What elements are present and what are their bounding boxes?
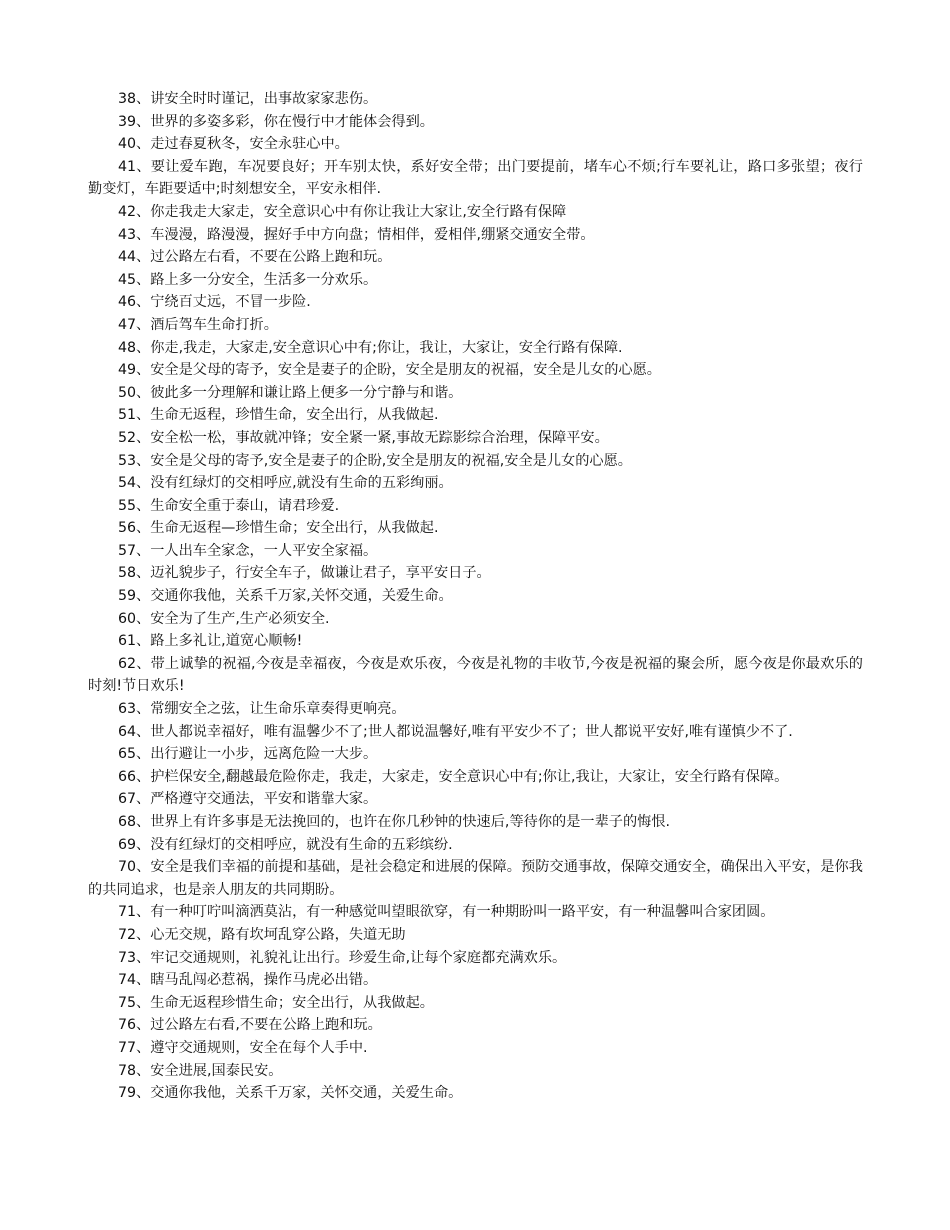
list-item: 65、出行避让一小步，远离危险一大步。 [118,746,378,763]
list-item: 63、常绷安全之弦，让生命乐章奏得更响亮。 [118,701,406,718]
list-item: 69、没有红绿灯的交相呼应，就没有生命的五彩缤纷. [118,836,453,853]
list-item: 41、要让爱车跑，车况要良好；开车别太快，系好安全带；出门要提前，堵车心不烦;行车要礼让，路口多张望；夜行勤变灯，车距要适中;时刻想安全，平安永相伴. [88,158,863,198]
list-item: 74、瞎马乱闯必惹祸，操作马虎必出错。 [118,972,378,989]
list-item: 71、有一种叮咛叫滴洒莫沾，有一种感觉叫望眼欲穿，有一种期盼叫一路平安，有一种温馨叫合家团圆。 [118,904,775,921]
list-item: 60、安全为了生产,生产必须安全. [118,610,330,627]
list-item: 77、遵守交通规则，安全在每个人手中. [118,1039,368,1056]
list-item: 47、酒后驾车生命打折。 [118,316,278,333]
list-item: 54、没有红绿灯的交相呼应,就没有生命的五彩绚丽。 [118,475,453,492]
list-item: 52、安全松一松，事故就冲锋；安全紧一紧,事故无踪影综合治理，保障平安。 [118,429,609,446]
list-item: 55、生命安全重于泰山，请君珍爱. [118,497,340,514]
list-item: 61、路上多礼让,道宽心顺畅! [118,633,303,650]
list-item: 44、过公路左右看，不要在公路上跑和玩。 [118,249,392,266]
list-item: 51、生命无返程，珍惜生命，安全出行，从我做起. [118,407,439,424]
list-item: 45、路上多一分安全，生活多一分欢乐。 [118,271,378,288]
list-item: 75、生命无返程珍惜生命；安全出行，从我做起。 [118,994,434,1011]
list-item: 64、世人都说幸福好，唯有温馨少不了;世人都说温馨好,唯有平安少不了；世人都说平安好,唯有谨慎少不了. [118,723,793,740]
list-item: 59、交通你我他，关系千万家,关怀交通，关爱生命。 [118,588,453,605]
slogan-list [88,88,863,1105]
list-item: 68、世界上有许多事是无法挽回的，也许在你几秒钟的快速后,等待你的是一辈子的悔恨. [118,814,671,830]
list-item: 38、讲安全时时谨记，出事故家家悲伤。 [118,91,378,107]
list-item: 72、心无交规，路有坎坷乱穿公路，失道无助 [118,926,406,943]
list-item: 62、带上诚挚的祝福,今夜是幸福夜，今夜是欢乐夜，今夜是礼物的丰收节,今夜是祝福的聚会所，愿今夜是你最欢乐的时刻!节日欢乐! [88,655,863,695]
list-item: 58、迈礼貌步子，行安全车子，做谦让君子，享平安日子。 [118,565,491,582]
list-item: 78、安全进展,国泰民安。 [118,1062,283,1079]
list-item: 73、牢记交通规则，礼貌礼让出行。珍爱生命,让每个家庭都充满欢乐。 [118,949,567,966]
list-item: 57、一人出车全家念，一人平安全家福。 [118,542,378,559]
list-item: 49、安全是父母的寄予，安全是妻子的企盼，安全是朋友的祝福，安全是儿女的心愿。 [118,362,661,379]
list-item: 46、宁绕百丈远，不冒一步险. [118,294,311,311]
list-item: 79、交通你我他，关系千万家，关怀交通，关爱生命。 [118,1085,463,1102]
list-item: 50、彼此多一分理解和谦让路上便多一分宁静与和谐。 [118,384,463,401]
list-item: 48、你走,我走，大家走,安全意识心中有;你让，我让，大家让，安全行路有保障. [118,339,623,356]
list-item: 66、护栏保安全,翻越最危险你走，我走，大家走，安全意识心中有;你让,我让，大家让，安全行路有保障。 [118,768,789,785]
list-item: 39、世界的多姿多彩，你在慢行中才能体会得到。 [118,113,434,130]
list-item: 70、安全是我们幸福的前提和基础，是社会稳定和进展的保障。预防交通事故，保障交通安全，确保出入平安，是你我的共同追求，也是亲人朋友的共同期盼。 [88,859,863,898]
list-item: 67、严格遵守交通法，平安和谐靠大家。 [118,791,378,808]
list-item: 43、车漫漫，路漫漫，握好手中方向盘；情相伴，爱相伴,绷紧交通安全带。 [118,226,595,243]
list-item: 56、生命无返程—珍惜生命；安全出行，从我做起. [118,520,439,537]
list-item: 42、你走我走大家走，安全意识心中有你让我让大家让,安全行路有保障 [118,203,567,220]
list-item: 40、走过春夏秋冬，安全永驻心中。 [118,136,349,153]
list-item: 76、过公路左右看,不要在公路上跑和玩。 [118,1017,382,1034]
list-item: 53、安全是父母的寄予,安全是妻子的企盼,安全是朋友的祝福,安全是儿女的心愿。 [118,452,632,469]
